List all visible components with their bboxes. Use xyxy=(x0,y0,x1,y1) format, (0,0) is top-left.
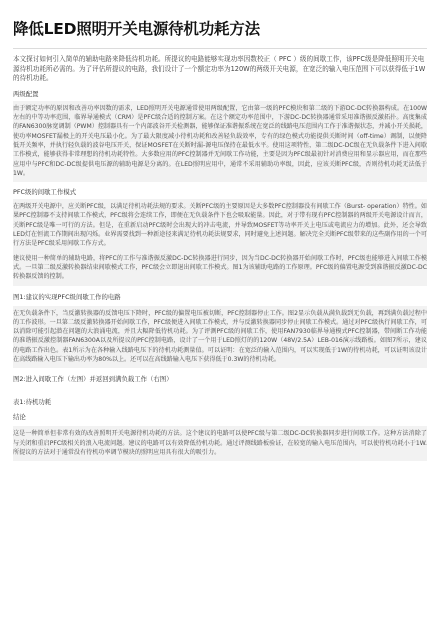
conclusion-heading: 结论 xyxy=(13,413,26,422)
section-body-text: 由于额定功率的原因和改善功率因数的需求，LED照明开关电源通常使用两级配置，它由第一级的PFC模块和第二级的下游DC-DC转换器构成。在100W左右的中等功率范围，临界导通模式（CRM）是PFC级合适的控制方案。在这个额定功率范围中，下游DC-DC转换器通常采用准谐振反激拓扑。高度集成的FAN6300脉宽调制（PWM）控制器具有一个内部波谷开关检测器，能够保证准谐振系统在宽泛的线路电压范围内工作于准谐振状态，并减小开关损耗，使功率MOSFET漏极上的开关电压最小化。为了最大限度减小待机功耗和改善轻负载效率，专有的绿色模式功能提供关断时间（off-time）调制，以便降低开关频率，并执行轻负载的波谷电压开关，保证MOSFET在关断时漏-源电压保持在最低水平。使用这项特性，第二级DC-DC级在无负载条件下进入间歇工作模式，能够获得非常理想的待机功耗特性。大多数应用的PFC控制器并无间歇工作功能，主要是因为PFC级最初针对消费应用和显示器应用，而在那些应用中与PFC和DC-DC级提供电压源的辅助电源是分离的。在LED照明应用中，通常不采用辅助功率级，因此，应该关断PFC级，否则待机功耗无法低于1W。 xyxy=(13,104,427,177)
conclusion-body xyxy=(13,426,427,461)
figure1-caption: 图1:建议的实现PFC级间歇工作的电路 xyxy=(13,292,121,301)
figure1-description xyxy=(13,306,427,369)
section-heading-burst-mode: PFC级的间歇工作模式 xyxy=(13,188,77,197)
figure2-caption: 图2:进入间歇工作（左图）并返回到满负载工作（右图） xyxy=(13,375,173,384)
page-title: 降低LED照明开关电源待机功耗方法 xyxy=(13,20,260,38)
conclusion-body-text: 这是一种简单但非常有效的改善照明开关电源待机功耗的方法。这个建议的电路可以使PFC级与第二级DC-DC转换器同步进行间歇工作。这种方法消除了与关闭和重启PFC级相关的浪入电流问题。建议的电路可以有效降低待机功耗。通过评测线路板验证，在较宽的输入电压范围内，可以使待机功耗小于1W.所提议的方法对于通常没有待机功率调节模块的照明应用具有很大的吸引力。 xyxy=(13,430,427,456)
table1-caption: 表1:待机功耗 xyxy=(13,398,52,407)
intro-paragraph: 本文探讨如何引入简单的辅助电路来降低待机功耗。所提议的电路能够实现功率因数校正（ PFC ）级的间歇工作，该PFC级是降低照明开关电源待机功耗所必需的。为了评估所提议的电路，我们设计了一个额定功率为120W的两级开关电源，在宽泛的输入电压范围下可以获得低于1W的待机功耗。 xyxy=(13,55,426,83)
section-heading-two-stage: 两级配置 xyxy=(13,89,39,98)
figure1-description-text: 在无负载条件下，当反激转换器的反馈电压下降时，PFC级的偏置电压被切断，PFC控制器停止工作。图2显示负载从满负载到无负载，再到满负载过程中的工作波形。一旦第二级反激转换器开始间歇工作，PFC级便进入间歇工作模式，并与反激转换器同步停止间歇工作模式。通过对PFC级执行间歇工作，可以消除可能引起潜在问题的大浪涌电流，并且大幅降低待机功耗。为了评测PFC级的间歇工作，使用FAN7930临界导通模式PFC控制器，带间断工作功能的准谐振反激控制器FAN6300A以及所提议的PFC控制电路，设计了一个用于LED照灯的的120W（48V/2.5A）LEB-016演示线路板。如图7所示，建议的电路工作出色。表1所示为在各种输入线路电压下的待机功耗测量值。可以证明：在宽泛的输入范围内，可以实现低于1W的待机功耗，可以证明该设计在高线路输入电压下输出功率为80%以上。还可以在高线路输入电压下获得低于0.3W的待机功耗。 xyxy=(13,309,427,364)
section-body-two-stage xyxy=(13,101,427,182)
section-body-burst-mode xyxy=(13,199,427,285)
section-body-text: 在两级开关电源中，应关断PFC级，以满足待机功耗法规的要求。关断PFC级的主要原因是大多数PFC控制器没有间歇工作（Burst- operation）特性。如果PFC控制器不支持间歇工作模式，PFC级将会连续工作，即便在无负载条件下也会吸取能量。因此，对于带有现有PFC控制器的两级开关电源设计而言，关断PFC级是唯一可行的方法。但是，在重新启动PFC级时会出现大的冲击电流，并导致MOSFET等功率开关上电压或电流应力的增加。此外，还会导致LED灯在恒流工作期间出现闪烁。业界需要找到一种新途径来满足待机功耗法规要求，同时避免上述问题。解决完全关断PFC级带来的这些副作用的一个可行方法是PFC级采用间歇工作方式。 xyxy=(13,203,427,248)
title-divider xyxy=(13,48,427,49)
section-body-text-extra: 建议使用一种简单的辅助电路，将PFC的工作与准谐振反激DC-DC转换器进行同步，因为当DC-DC转换器开始间歇工作时，PFC级也能够进入间歇工作模式。一旦第二级反激转换器结束间歇模式工作，PFC级会立即退出间歇工作模式。图1为该辅助电路的工作原理。PFC级的偏置电源受到准谐振反激DC-DC转换器反馈的控制。 xyxy=(13,254,427,281)
